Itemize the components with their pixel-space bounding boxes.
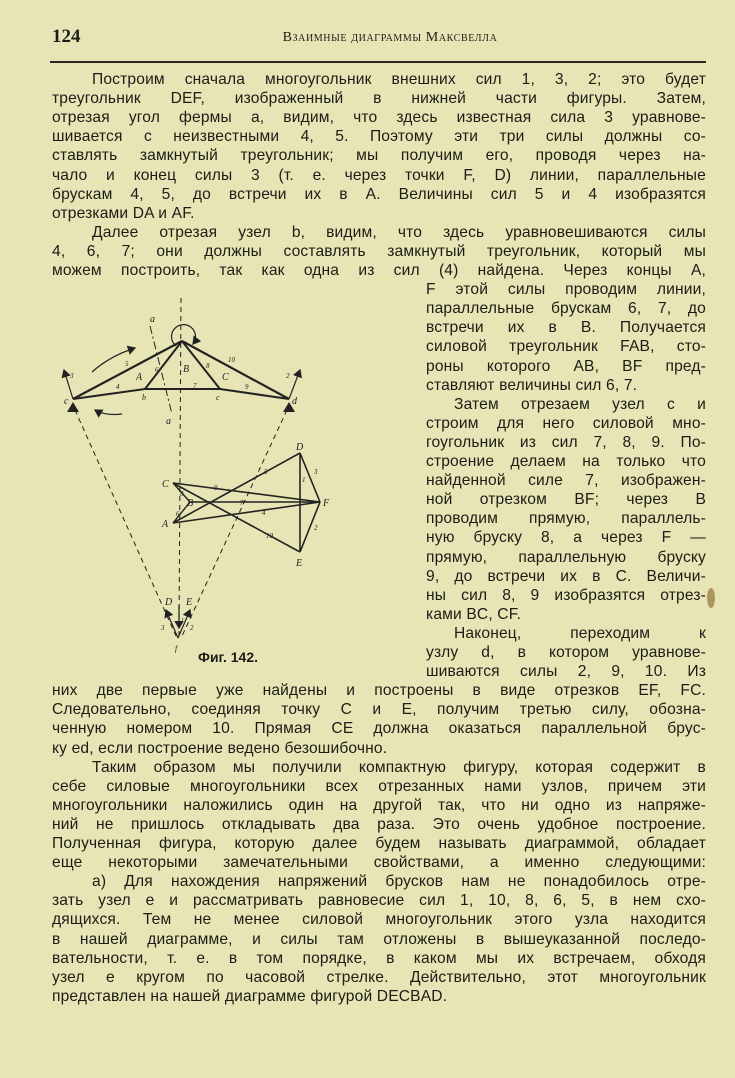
label: 7: [193, 382, 197, 390]
dashed-left: [75, 410, 176, 636]
text-line: Наконец, переходим к: [454, 624, 706, 642]
label: E: [296, 558, 303, 569]
label: 5: [264, 468, 268, 476]
support-left: [67, 402, 79, 412]
text-line: найденной силе 7, изображен-: [426, 472, 706, 490]
text-line: узлу d, в котором уравнове-: [426, 644, 706, 661]
label: 6: [155, 366, 159, 374]
label: C: [222, 372, 229, 383]
text-line: параллельные брускам 6, 7, до: [426, 300, 706, 318]
text-line: еще некоторыми замечательными свойствами, а именно следующими:: [52, 854, 706, 872]
label: 7: [240, 499, 244, 507]
label: d: [292, 396, 297, 407]
text-line: ку ed, если построение ведено безошибочно.: [52, 739, 388, 757]
text-line: себе силовые многоугольники всех отрезанных нами узлов, причем эти: [52, 777, 706, 795]
text-line: дящихся. Тем не менее силовой многоугольник этого узла находится: [52, 911, 706, 929]
text-line: ставлять замкнутый треугольник; мы получим его, проводя через на-: [52, 147, 706, 165]
arrow-f-3: [166, 610, 178, 638]
text-line: а) Для нахождения напряжений брусков нам не понадобилось отре-: [92, 873, 706, 891]
label: 1: [302, 476, 306, 484]
label: 2: [314, 524, 318, 532]
text-line: прямую, параллельную бруску: [426, 548, 706, 566]
label: 8: [206, 362, 210, 370]
label: f: [175, 644, 178, 653]
truss-lower-chord: [73, 389, 289, 399]
text-line: многоугольники наложились один на другой так, что ни одно из напряже-: [52, 796, 706, 814]
text-line: можем построить, так как одна из сил (4) найдена. Через концы A,: [52, 262, 706, 279]
section-line-a: [150, 326, 172, 414]
text-line: Затем отрезаем узел c и: [454, 395, 706, 413]
text-line: роны которого AB, BF пред-: [426, 357, 706, 375]
text-line: строение делаем на только что: [426, 453, 706, 470]
text-line: треугольник DEF, изображенный в нижней части фигуры. Затем,: [52, 90, 706, 108]
scan-speck: [707, 588, 715, 608]
label: 2: [190, 624, 194, 632]
label: B: [183, 364, 190, 375]
dashed-right: [182, 410, 287, 636]
text-line: строим для него силовой мно-: [426, 414, 706, 432]
text-line: представлен на нашей диаграмме фигурой DECBAD.: [52, 987, 448, 1005]
label: 2: [286, 372, 290, 380]
label: 6: [176, 510, 180, 518]
label: 1: [181, 618, 184, 624]
text-line: ную бруску 8, а через F —: [426, 529, 706, 547]
force-arrow-2: [289, 370, 300, 399]
text-line: ставляют величины сил 6, 7.: [426, 376, 638, 394]
label: 9: [245, 383, 249, 391]
text-line: брускам 4, 5, до встречи их в A. Величины сил 5 и 4 изобразятся: [52, 185, 706, 203]
page-number: 124: [52, 26, 81, 47]
label: 10: [266, 532, 273, 540]
label: E: [186, 597, 193, 608]
label: 10: [228, 356, 235, 364]
label: e: [184, 339, 188, 348]
text-line: ченную номером 10. Прямая CE должна оказаться параллельной брус-: [52, 720, 706, 738]
force-CE: [173, 483, 300, 552]
label: C: [162, 479, 169, 490]
text-line: отрезая угол фермы a, видим, что здесь известная сила 3 уравнове-: [52, 109, 706, 127]
label: a: [150, 314, 155, 325]
text-line: Построим сначала многоугольник внешних сил 1, 3, 2; это будет: [92, 71, 706, 88]
text-line: узел e кругом по часовой стрелке. Действительно, этот многоугольник: [52, 968, 706, 986]
text-line: вательности, т. е. в том порядке, в каком мы их встречаем, обходя: [52, 949, 706, 967]
label: c: [216, 393, 220, 402]
label: F: [323, 498, 330, 509]
label: A: [136, 372, 143, 383]
text-line: Полученная фигура, которую далее будем называть диаграммой, обладает: [52, 835, 706, 852]
label: B: [187, 498, 194, 509]
text-line: отрезками DA и AF.: [52, 204, 195, 222]
label: 8: [180, 490, 184, 498]
label: 4: [116, 383, 120, 391]
text-line: ками BC, CF.: [426, 605, 522, 623]
text-line: 9, до встречи их в C. Величи-: [426, 567, 706, 585]
text-line: проводим прямую, параллель-: [426, 510, 706, 528]
label: 4: [262, 509, 266, 517]
text-line: ны сил 8, 9 изобразятся отрез-: [426, 586, 706, 604]
text-line: ний не пришлось откладывать два раза. Это очень удобное построение.: [52, 815, 706, 833]
force-AF: [173, 502, 320, 523]
label: 3: [161, 624, 165, 632]
label: b: [142, 393, 146, 402]
label: 9: [214, 484, 218, 492]
text-line: в нашей диаграмме, и силы там отложены в вышеуказанной последо-: [52, 930, 706, 948]
figure-caption: Фиг. 142.: [198, 649, 259, 665]
label: D: [296, 442, 304, 453]
text-line: гоугольник из сил 7, 8, 9. По-: [426, 433, 706, 451]
text-line: зать узел e и рассматривать равновесие сил 1, 10, 8, 6, 5, в нем схо-: [52, 892, 706, 910]
force-CF: [173, 483, 320, 502]
text-line: шивается с неизвестными 4, 5. Поэтому эти три силы должны со-: [52, 128, 706, 146]
label: 3: [314, 468, 318, 476]
text-line: встречи их в B. Получается: [426, 319, 706, 337]
curved-arrow-bottom: [95, 410, 122, 415]
label: A: [162, 519, 169, 530]
text-line: силовой треугольник FAB, сто-: [426, 338, 706, 356]
text-line: 4, 6, 7; они должны составлять замкнутый треугольник, который мы: [52, 242, 706, 260]
text-line: Следовательно, соединяя точку C и E, получим третью силу, обозна-: [52, 701, 706, 719]
text-line: Таким образом мы получили компактную фигуру, которая содержит в: [92, 758, 706, 776]
label: 3: [70, 372, 74, 380]
truss-member-6: [145, 341, 182, 389]
arrow-f-2: [178, 610, 190, 638]
text-line: них две первые уже найдены и построены в виде отрезков EF, FC.: [52, 682, 706, 700]
text-line: шиваются силы 2, 9, 10. Из: [426, 663, 706, 681]
text-line: чало и конец силы 3 (т. е. через точки F, D) линии, параллельные: [52, 166, 706, 184]
text-line: F этой силы проводим линии,: [426, 281, 706, 299]
force-AD: [173, 453, 300, 523]
running-title: Взаимные диаграммы Максвелла: [282, 30, 498, 45]
text-line: Далее отрезая узел b, видим, что здесь уравновешиваются силы: [92, 223, 706, 241]
label: a: [166, 416, 171, 427]
text-line: ной отрезком BF; через B: [426, 491, 706, 509]
label: c: [64, 396, 69, 407]
label: 5: [125, 360, 129, 368]
label: D: [165, 597, 173, 608]
dashed-vertical: [179, 298, 181, 636]
